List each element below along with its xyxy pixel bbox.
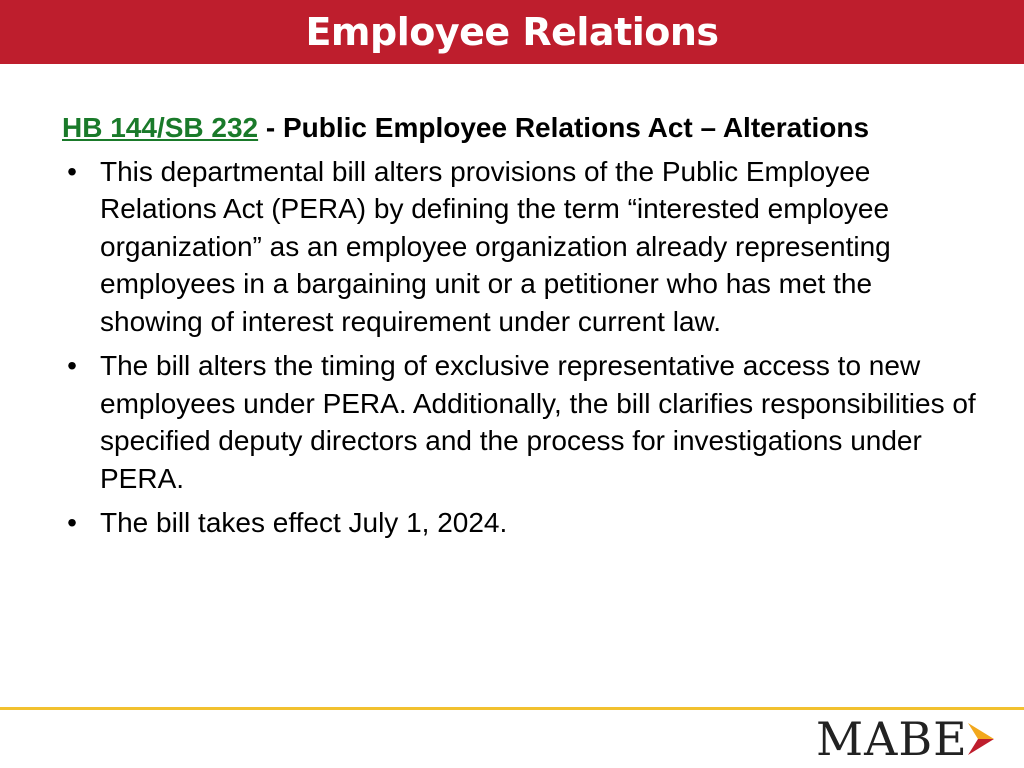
- list-item: [62, 347, 982, 497]
- footer-divider: [0, 707, 1024, 710]
- slide-content: [62, 109, 982, 542]
- bullet-list: [62, 153, 982, 542]
- bullet-text: This departmental bill alters provisions of the Public Employee Relations Act (PERA) by defining the term “interested employee organization” as an employee organization already representing employees in a bargaining unit or a petitioner who has met the showing of interest requirement under current law.: [100, 155, 891, 337]
- logo-arrow-icon: [966, 719, 996, 759]
- header-bar: [0, 0, 1024, 64]
- bullet-icon: •: [67, 507, 77, 538]
- bill-title: - Public Employee Relations Act – Alterations: [258, 112, 870, 143]
- bullet-text: The bill takes effect July 1, 2024.: [100, 507, 508, 538]
- bullet-icon: •: [67, 155, 77, 187]
- slide-title: Employee Relations: [305, 10, 719, 54]
- bullet-icon: •: [67, 350, 77, 381]
- list-item: [62, 504, 982, 542]
- logo-wordmark: MABE: [816, 712, 968, 766]
- mabe-logo: [816, 713, 996, 765]
- bullet-text: The bill alters the timing of exclusive representative access to new employees under PERA. Additionally, the bill clarifies responsibilities of specified deputy directors and the process for investigations under PERA.: [100, 350, 976, 494]
- list-item: [62, 153, 982, 341]
- bill-heading: [62, 109, 982, 147]
- bill-number-link[interactable]: HB 144/SB 232: [62, 112, 259, 143]
